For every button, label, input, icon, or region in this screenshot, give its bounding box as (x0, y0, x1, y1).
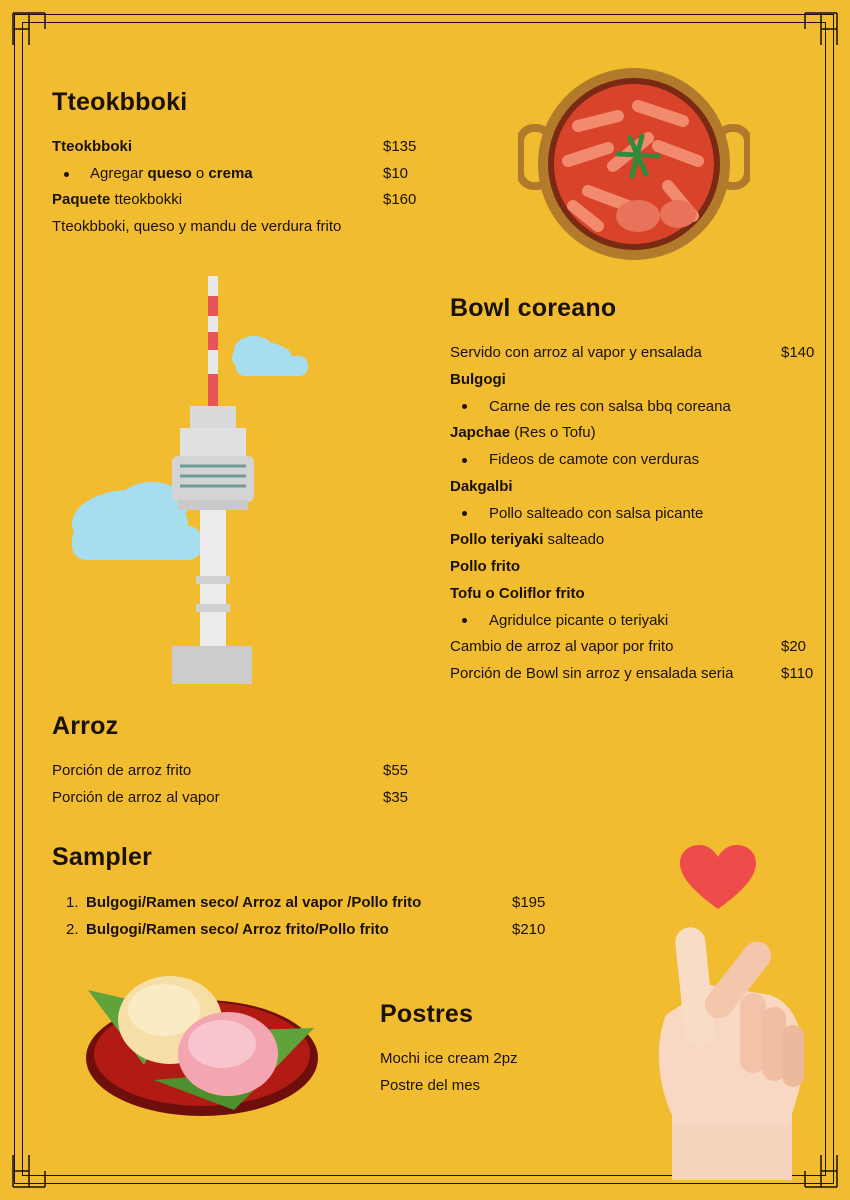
heart-icon (680, 845, 756, 911)
bullet (462, 458, 467, 463)
bowl-japchae-desc: Fideos de camote con verduras (489, 451, 700, 468)
finger-heart-hand-illustration (650, 925, 810, 1180)
sampler-item-price: $195 (512, 894, 546, 911)
tteokbboki-item-price: $135 (383, 138, 417, 155)
bowl-bulgogi-desc: Carne de res con salsa bbq coreana (489, 398, 731, 415)
tteokbboki-pot-illustration (518, 66, 750, 266)
postres-item-name: Postre del mes (380, 1077, 481, 1094)
tteokbboki-title: Tteokbboki (52, 88, 188, 116)
arroz-item-name: Porción de arroz al vapor (52, 789, 220, 806)
bullet (462, 404, 467, 409)
postres-title: Postres (380, 1000, 474, 1028)
tteokbboki-package-price: $160 (383, 191, 417, 208)
bowl-porcion-price: $110 (781, 665, 814, 682)
sampler-item-name: Bulgogi/Ramen seco/ Arroz al vapor /Pollo frito (86, 894, 422, 911)
sampler-number: 2. (66, 921, 79, 938)
tteokbboki-package: Paquete tteokbokki (52, 191, 183, 208)
bowl-bulgogi: Bulgogi (450, 371, 506, 388)
bowl-japchae: Japchae (Res o Tofu) (450, 424, 596, 441)
bowl-cambio-price: $20 (781, 638, 807, 655)
sampler-item-price: $210 (512, 921, 546, 938)
bowl-tofu: Tofu o Coliflor frito (450, 585, 585, 602)
bowl-cambio: Cambio de arroz al vapor por frito (450, 638, 674, 655)
bowl-title: Bowl coreano (450, 294, 617, 322)
bowl-pollo-frito: Pollo frito (450, 558, 520, 575)
sampler-item-name: Bulgogi/Ramen seco/ Arroz frito/Pollo frito (86, 921, 389, 938)
seoul-tower-illustration (72, 274, 312, 686)
corner-ornament-top-right (804, 12, 838, 46)
arroz-item-name: Porción de arroz frito (52, 762, 192, 779)
sampler-title: Sampler (52, 843, 153, 871)
arroz-item-price: $35 (383, 789, 409, 806)
bowl-intro-price: $140 (781, 344, 815, 361)
arroz-title: Arroz (52, 712, 119, 740)
bowl-porcion: Porción de Bowl sin arroz y ensalada seria (450, 665, 734, 682)
tteokbboki-addon: Agregar queso o crema (90, 165, 253, 182)
bullet (462, 511, 467, 516)
sampler-number: 1. (66, 894, 79, 911)
tteokbboki-addon-price: $10 (383, 165, 409, 182)
bowl-intro: Servido con arroz al vapor y ensalada (450, 344, 702, 361)
arroz-item-price: $55 (383, 762, 409, 779)
corner-ornament-top-left (12, 12, 46, 46)
bowl-teriyaki: Pollo teriyaki salteado (450, 531, 605, 548)
bowl-dakgalbi: Dakgalbi (450, 478, 513, 495)
bullet (462, 618, 467, 623)
tteokbboki-item-name: Tteokbboki (52, 138, 133, 155)
postres-item-name: Mochi ice cream 2pz (380, 1050, 518, 1067)
tteokbboki-package-desc: Tteokbboki, queso y mandu de verdura frito (52, 218, 342, 235)
bowl-tofu-desc: Agridulce picante o teriyaki (489, 612, 669, 629)
corner-ornament-bottom-left (12, 1154, 46, 1188)
bowl-dakgalbi-desc: Pollo salteado con salsa picante (489, 505, 704, 522)
bullet (64, 172, 69, 177)
mochi-plate-illustration (84, 970, 320, 1118)
